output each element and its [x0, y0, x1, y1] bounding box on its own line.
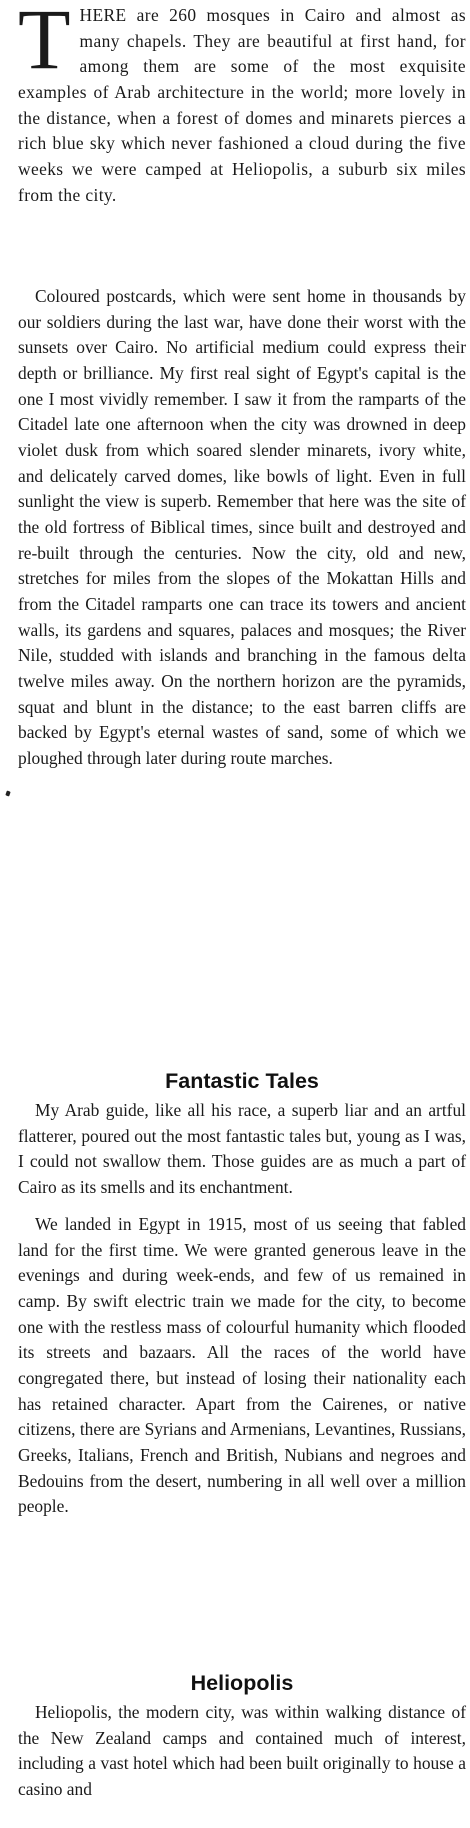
paragraph-arab-guide: [18, 1098, 466, 1201]
stray-ink-mark: [5, 790, 10, 796]
section-heading-fantastic-tales: Fantastic Tales: [165, 1069, 319, 1093]
paragraph-text: Heliopolis, the modern city, was within walking distance of the New Zealand camps and contained much of interest, including a vast hotel which had been built originally to house a casino and: [18, 1702, 466, 1799]
intro-lead-word: HERE: [79, 5, 127, 25]
paragraph-postcards: [18, 284, 466, 771]
paragraph-heliopolis: [18, 1700, 466, 1803]
paragraph-text: My Arab guide, like all his race, a superb liar and an artful flatterer, poured out the most fantastic tales but, young as I was, I could not swallow them. Those guides are as much a part of Cairo as its smells and its enchantment.: [18, 1100, 466, 1197]
section-heading-heliopolis: Heliopolis: [190, 1671, 294, 1695]
paragraph-text: Coloured postcards, which were sent home in thousands by our soldiers during the last war, have done their worst with the sunsets over Cairo. No artificial medium could express their depth or brilliance. My first real sight of Egypt's capital is the one I most vividly remember. I saw it from the ramparts of the Citadel late one afternoon when the city was drowned in deep violet dusk from which soared slender minarets, ivory white, and delicately carved domes, like bowls of light. Even in full sunlight the view is superb. Remember that here was the site of the old fortress of Biblical times, since built and destroyed and re-built through the centuries. Now the city, old and new, stretches for miles from the slopes of the Mokattan Hills and from the Citadel ramparts one can trace its towers and ancient walls, its gardens and squares, palaces and mosques; the River Nile, studded with islands and branching in the famous delta twelve miles away. On the northern horizon are the pyramids, squat and blunt in the distance; to the east barren cliffs are backed by Egypt's eternal wastes of sand, some of which we ploughed through later during route marches.: [18, 286, 466, 768]
drop-cap: T: [18, 0, 71, 87]
paragraph-text: We landed in Egypt in 1915, most of us seeing that fabled land for the first time. We were granted generous leave in the evenings and during week-ends, and few of us remained in camp. By swift electric train we made for the city, to become one with the restless mass of colourful humanity which flooded its streets and bazaars. All the races of the world have congregated there, but instead of losing their nationality each has retained character. Apart from the Cairenes, or native citizens, there are Syrians and Armenians, Levantines, Russians, Greeks, Italians, French and British, Nubians and negroes and Bedouins from the desert, numbering in all well over a million people.: [18, 1214, 466, 1517]
intro-text: are 260 mosques in Cairo and almost as many chapels. They are beautiful at first hand, for among them are some of the most exquisite examples of Arab architecture in the world; more lovely in the distance, when a forest of domes and minarets pierces a rich blue sky which never fashioned a cloud during the five weeks we were camped at Heliopolis, a suburb six miles from the city.: [18, 5, 466, 205]
paragraph-landed-egypt: [18, 1212, 466, 1520]
intro-paragraph: [18, 0, 466, 208]
